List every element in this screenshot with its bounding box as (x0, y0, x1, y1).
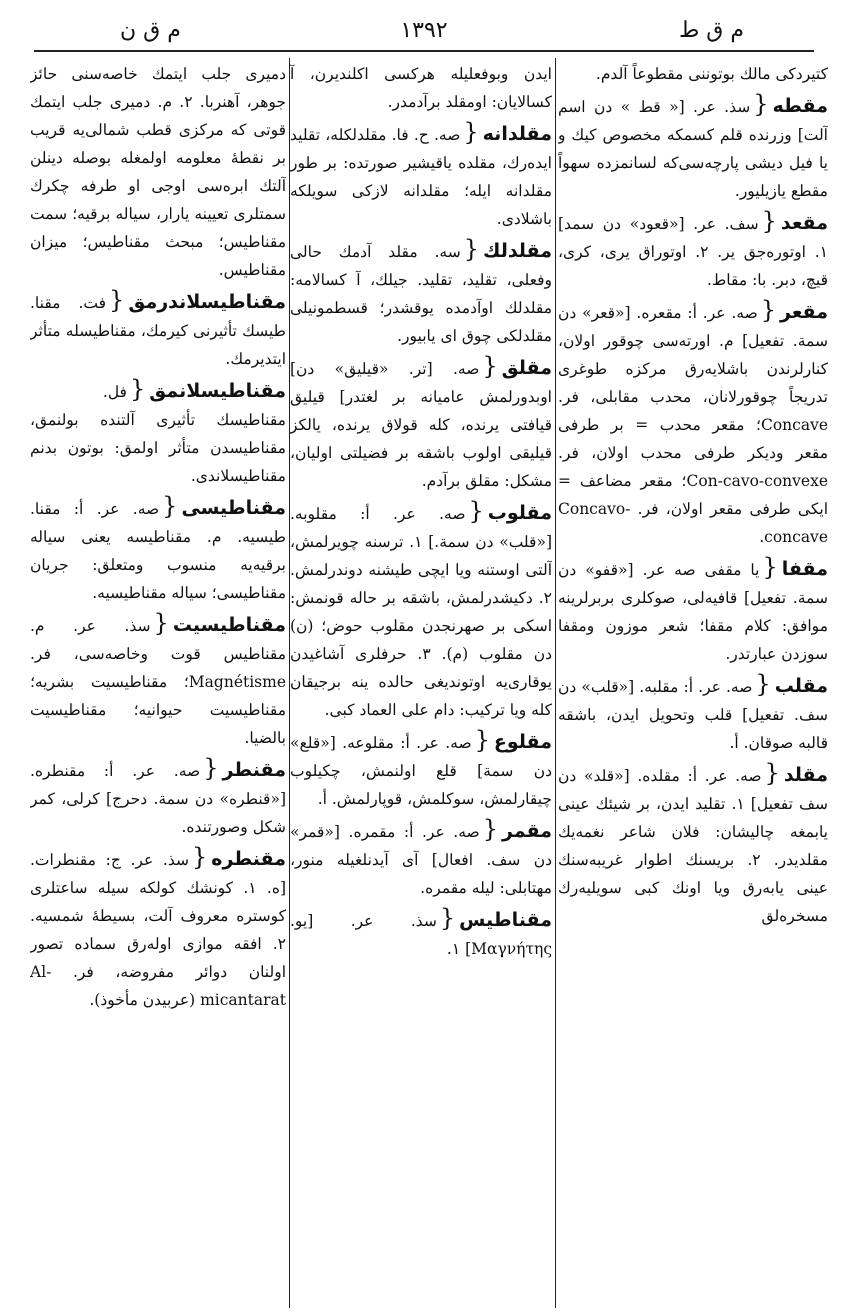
brace-mark: { (463, 118, 479, 146)
entry-definition: دميرى جلب ايتمك خاصه‌سنى حائز جوهر، آهنربا. ٢. م. دميرى جلب ايتمك قوتى كه مركزى قطب شمالى‌يه قريب بر نقطهٔ معلومه اولمغله بوصله دينلن آلتك ابره‌سى اوجى او طرفه چكرك سمتلرى تعيينه يارار، سياله برقيه؛ سمت مقناطيس؛ مبحث مقناطيس؛ ميزان مقناطيس. (30, 65, 286, 279)
dictionary-entry (558, 759, 828, 930)
column-left (30, 60, 286, 1305)
entry-definition: صه. عر. أ: مقلده. [«قلد» دن سف تفعيل] ١. تقليد ايدن، بر شيئك عينى يابمغه چاليشان: فلان شاعر نغمه‌يك مقلديدر. ٢. بريسنك اطوار غريبه‌سنك عينى يابه‌رق ويا اونك كبى سويليه‌رك مسخره‌لق (558, 767, 828, 925)
header-rule (34, 50, 814, 52)
entry-definition: سذ. عر. [يو. Μαγνήτης] ١. (290, 912, 552, 958)
entry-definition: فت. مقنا. طيسك تأثيرنى كيرمك، مقناطيسله متأثر ايتديرمك. (30, 294, 286, 368)
column-divider (555, 58, 556, 1308)
entry-definition: صه. ح. فا. مقلدلكله، تقليد ايده‌رك، مقلده ياقيشير صورتده: بر طور مقلدانه ايله؛ مقلدانه لازكى سويلكه باشلادى. (290, 126, 552, 228)
dictionary-entry (30, 609, 286, 752)
entry-definition: سذ. عر. [« قط » دن اسم آلت] وزرنده قلم كسمكه مخصوص كيك و يا فيل ديشى پارچه‌سى‌كه لسانمزده سهواً مقطع يازيليور. (558, 98, 828, 200)
brace-mark: { (162, 492, 178, 520)
entry-definition: فل. مقناطيسك تأثيرى آلتنده بولنمق، مقناطيسدن متأثر اولمق: بوتون بدنم مقناطيسلاندى. (30, 383, 286, 485)
entry-definition: ايدن وبوفعليله هركسى اكلنديرن، آ كسالايان: اومقلد برآدمدر. (290, 65, 552, 111)
brace-mark: { (203, 754, 219, 782)
dictionary-entry (30, 843, 286, 1014)
entry-definition: صه. عر. أ: مقعره. [«قعر» دن سمة. تفعيل] م. اورته‌سى چوقور اولان، كنارلرندن باشلايه‌رق مركزه طوغرى تدريجاً چوقورلانان، محدب مقابلى، فر. Concave؛ مقعر محدب = بر طرفى مقعر وديكر طرفى محدب اولان، فر. Con-cavo-convexe؛ مقعر مضاعف = ايكى طرفى مقعر اولان، فر. Concavo-concave. (558, 304, 828, 546)
dictionary-entry (558, 296, 828, 551)
running-head-right: م ق ط (678, 18, 744, 43)
entry-headword: مقلوب (487, 502, 552, 524)
brace-mark: { (482, 815, 498, 843)
brace-mark: { (468, 497, 484, 525)
entry-headword: مقلق (501, 357, 552, 379)
dictionary-entry (30, 492, 286, 607)
brace-mark: { (753, 90, 769, 118)
entry-definition: صه. عر. أ: مقلوبه. [«قلب» دن سمة.] ١. ترسنه چويرلمش، آلتى اوستنه ويا ايچى طيشنه دوندرلمش. ٢. دكيشدرلمش، باشقه بر حاله قونمش: اسكى بر صهرنجدن مقلوب حوض؛ (ن) دن مقلوب (م). ٣. حرفلرى آشاغيدن يوقارى‌يه اوتونديغى حالده ينه برجيقان كله ويا تركيب: دام على العماد كبى. (290, 505, 552, 719)
entry-headword: مقلدانه (482, 123, 552, 145)
entry-headword: مقناطيس (459, 909, 552, 931)
entry-definition: صه. عر. أ: مقلوعه. [«قلع» دن سمة] قلع اولنمش، چكيلوب چيقارلمش، سوكلمش، قوپارلمش. أ. (290, 734, 552, 808)
dictionary-entry (558, 553, 828, 668)
entry-headword: مقلدلك (483, 240, 552, 262)
dictionary-entry (290, 815, 552, 902)
entry-definition: كتيردكى مالك بوتوننى مقطوعاً آلدم. (595, 65, 828, 83)
dictionary-entry (290, 235, 552, 350)
entry-headword: مقطه (772, 95, 828, 117)
brace-mark: { (755, 670, 771, 698)
entry-definition: صه. عر. أ: مقلبه. [«قلب» دن سف. تفعيل] قلب وتحويل ايدن، باشقه قالبه صوقان. أ. (558, 678, 828, 752)
entry-headword: مقنطره (211, 848, 286, 870)
dictionary-entry (30, 375, 286, 490)
entry-headword: مقناطيسيت (172, 614, 286, 636)
entry-definition: صه. عر. أ: مقمره. [«قمر» دن سف. افعال] آى آيدنلغيله منور، مهتابلى: ليله مقمره. (290, 823, 552, 897)
brace-mark: { (153, 609, 169, 637)
entry-definition: صه. عر. أ: مقنا. طيسيه. م. مقناطيسه يعنى سياله برقيه‌يه منسوب ومتعلق: جريان مقناطيسى؛ سياله مقناطيسيه. (30, 500, 286, 602)
dictionary-entry (290, 118, 552, 233)
brace-mark: { (191, 843, 208, 871)
dictionary-entry (558, 90, 828, 205)
entry-definition: صه. [تر. «قيليق» دن] اوبدورلمش عاميانه بر لغتدر] قيليق قيافتى يرنده، كله قولاق يرنده، يالكز قيليقى اولوب باشقه بر فضيلتى اوليان، مشكل: مقلق برآدم. (290, 360, 552, 490)
brace-mark: { (760, 296, 777, 324)
running-head-left: م ق ن (120, 18, 181, 43)
entry-headword: مقلوع (493, 731, 552, 753)
brace-mark: { (764, 759, 780, 787)
entry-headword: مقفا (781, 558, 828, 580)
page-number: ١٣٩٢ (400, 18, 448, 43)
entry-headword: مقناطيسلانمق (149, 380, 286, 402)
dictionary-entry (290, 904, 552, 963)
entry-headword: مقلب (774, 675, 828, 697)
dictionary-entry (30, 60, 286, 284)
entry-headword: مقلد (783, 764, 828, 786)
entry-definition: سذ. عر. م. مقناطيس قوت وخاصه‌سى، فر. Magnétisme؛ مقناطيسيت بشريه؛ مقناطيسيت حيوانيه؛ مقناطيسيت بالضيا. (30, 617, 286, 747)
entry-definition: يا مقفى صه عر. [«قفو» دن سمة. تفعيل] قافيه‌لى، صوكلرى بربرلرينه موافق: كلام مقفا؛ شعر موزون ومقفا سوزدن عبارتدر. (558, 561, 828, 663)
brace-mark: { (129, 375, 146, 403)
brace-mark: { (761, 207, 777, 235)
dictionary-entry (290, 60, 552, 116)
brace-mark: { (109, 286, 125, 314)
entry-headword: مقنطر (222, 759, 286, 781)
page-header (34, 18, 814, 48)
dictionary-entry (290, 497, 552, 724)
entry-definition: صه. عر. أ: مقنطره. [«قنطره» دن سمة. دحرج] كرلى، كمر شكل وصورتنده. (30, 762, 286, 836)
dictionary-entry (558, 60, 828, 88)
entry-definition: سه. مقلد آدمك حالى وفعلى، تقليد، تقليد. جيلك، آ كسالامه: مقلدلك اوآدمده يوقشدر؛ قسطمونيلى مقلدلكى چوق اى يابيور. (290, 243, 552, 345)
entry-headword: مقناطيسى (181, 497, 286, 519)
entry-headword: مقعر (780, 301, 828, 323)
brace-mark: { (474, 726, 490, 754)
dictionary-entry (30, 754, 286, 841)
entry-headword: مقعد (780, 212, 828, 234)
brace-mark: { (762, 553, 778, 581)
entry-headword: مقناطيسلاندرمق (128, 291, 286, 313)
brace-mark: { (439, 904, 456, 932)
column-right (558, 60, 828, 1305)
dictionary-entry (30, 286, 286, 373)
column-middle (290, 60, 552, 1305)
dictionary-entry (558, 207, 828, 294)
dictionary-entry (290, 352, 552, 495)
entry-definition: سف. عر. [«قعود» دن سمد] ١. اوتوره‌جق ير. ٢. اوتوراق يرى، كرى، قيچ، دبر. با: مقاط. (558, 215, 828, 289)
brace-mark: { (463, 235, 479, 263)
brace-mark: { (482, 352, 498, 380)
dictionary-entry (290, 726, 552, 813)
entry-definition: سذ. عر. ج: مقنطرات. [ه. ١. كونشك كولكه سيله ساعتلرى كوستره معروف آلت، بسيطهٔ شمسيه. ٢. افقه موازى اوله‌رق سماده تصور اولنان دوائر مفروضه، فر. Al-micantarat (عربيدن مأخوذ). (30, 851, 286, 1009)
entry-headword: مقمر (502, 820, 552, 842)
dictionary-entry (558, 670, 828, 757)
